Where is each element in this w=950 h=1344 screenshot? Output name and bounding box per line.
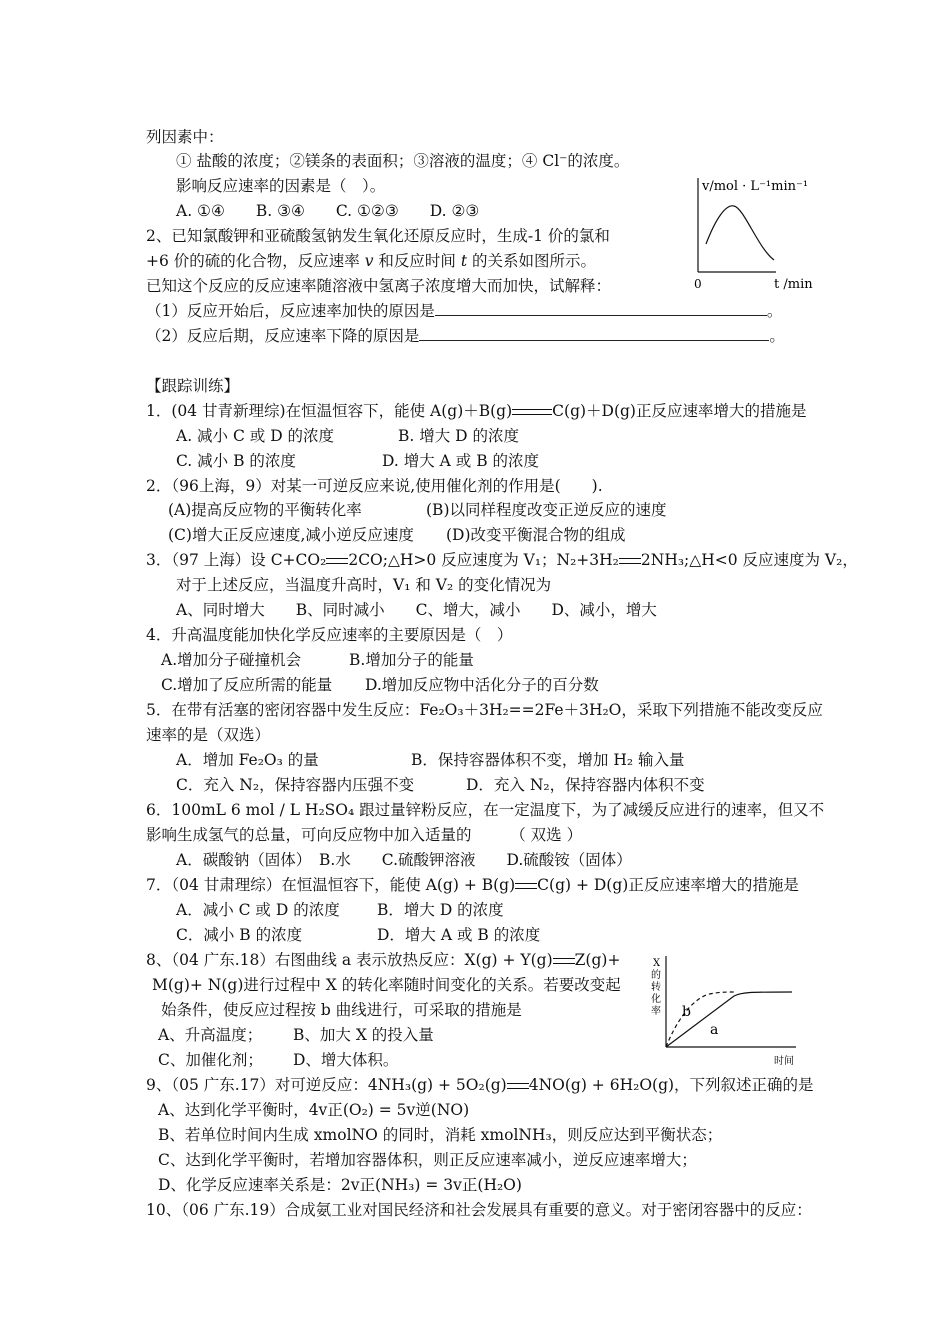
line-6-part-c: 和反应时间 [373, 252, 461, 270]
q5-option-a: A．增加 Fe₂O₃ 的量 [176, 751, 319, 769]
fig1-xlabel: t /min [774, 277, 813, 292]
q9-part-a: 9、（05 广东.17）对可逆反应：4NH₃(g) + 5O₂(g) [146, 1076, 507, 1094]
curve-a-label: a [710, 1022, 719, 1038]
q3-part-b: 2CO;△H>0 反应速度为 V₁；N₂+3H₂ [348, 551, 619, 569]
q4-option-d: D.增加反应物中活化分子的百分数 [365, 676, 599, 694]
q1-stem [146, 401, 806, 421]
equilibrium-arrow-icon [507, 1081, 529, 1091]
line-8 [146, 301, 782, 321]
equilibrium-arrow-icon [619, 556, 641, 566]
fig1-origin: 0 [694, 277, 702, 291]
line-6-part-e: 的关系如图所示。 [467, 252, 597, 270]
line-6 [146, 251, 596, 271]
fig2-ylabel-3: 转 [651, 982, 661, 993]
q9-option-a: A、达到化学平衡时，4v正(O₂) = 5v逆(NO) [158, 1101, 470, 1119]
q4-stem: 4．升高温度能加快化学反应速率的主要原因是（ ） [146, 626, 513, 644]
q7-option-d: D．增大 A 或 B 的浓度 [377, 926, 541, 944]
line-8-text: （1）反应开始后，反应速率加快的原因是 [146, 302, 435, 320]
q5-option-c: C．充入 N₂，保持容器内压强不变 [176, 776, 415, 794]
q2-option-d: (D)改变平衡混合物的组成 [446, 526, 626, 544]
q1-part-b: C(g)＋D(g)正反应速率增大的措施是 [552, 402, 807, 420]
line-6-part-a: +6 价的硫的化合物，反应速率 [146, 252, 365, 270]
q7-option-a: A．减小 C 或 D 的浓度 [176, 901, 340, 919]
q1-part-a: 1．(04 甘青新理综)在恒温恒容下，能使 A(g)＋B(g) [146, 402, 513, 420]
q8-option-b: B、加大 X 的投入量 [293, 1026, 434, 1044]
q10-stem: 10、（06 广东.19）合成氨工业对国民经济和社会发展具有重要的意义。对于密闭容器中的反应： [146, 1201, 812, 1219]
q8-stem [146, 950, 620, 970]
q3-part-c: 2NH₃;△H<0 反应速度为 V₂， [640, 551, 858, 569]
q7-part-a: 7．（04 甘肃理综）在恒温恒容下，能使 A(g) + B(g) [146, 876, 516, 894]
q6-options: A．碳酸钠（固体） B.水 C.硫酸钾溶液 D.硫酸铵（固体） [176, 851, 632, 869]
q8-option-a: A、升高温度； [158, 1026, 263, 1044]
q9-option-d: D、化学反应速率关系是：2v正(NH₃) = 3v正(H₂O) [158, 1176, 522, 1194]
q6-stem-2: 影响生成氢气的总量，可向反应物中加入适量的 （ 双选 ） [146, 826, 583, 844]
line-1: 列因素中： [146, 128, 224, 146]
fig1-ylabel: v/mol · L⁻¹min⁻¹ [702, 179, 809, 194]
q8-part-b: Z(g)+ [574, 951, 621, 969]
q1-option-d: D. 增大 A 或 B 的浓度 [382, 452, 540, 470]
line-7: 已知这个反应的反应速率随溶液中氢离子浓度增大而加快，试解释： [146, 277, 612, 295]
q7-stem [146, 875, 799, 895]
curve-b-label: b [682, 1004, 691, 1020]
q9-option-b: B、若单位时间内生成 xmolNO 的同时，消耗 xmolNH₃，则反应达到平衡状态； [158, 1126, 723, 1144]
q5-stem: 5．在带有活塞的密闭容器中发生反应：Fe₂O₃＋3H₂==2Fe＋3H₂O，采取下列措施不能改变反应 [146, 701, 823, 719]
line-4: A. ①④ B. ③④ C. ①②③ D. ②③ [176, 202, 480, 220]
q9-stem [146, 1075, 814, 1095]
q8-option-d: D、增大体积。 [293, 1051, 399, 1069]
q3-stem [146, 550, 858, 570]
q1-option-b: B. 增大 D 的浓度 [398, 427, 520, 445]
q2-stem: 2．（96上海，9）对某一可逆反应来说,使用催化剂的作用是( ). [146, 477, 603, 495]
fig2-ylabel-2: 的 [651, 970, 661, 981]
q9-option-c: C、达到化学平衡时，若增加容器体积，则正反应速率减小，逆反应速率增大； [158, 1151, 697, 1169]
line-6-t: t [460, 252, 468, 270]
q2-option-c: (C)增大正反应速度,减小逆反应速度 [168, 526, 414, 544]
rate-time-figure [688, 168, 828, 296]
q4-option-c: C.增加了反应所需的能量 [161, 676, 333, 694]
answer-blank-1[interactable] [435, 301, 767, 316]
line-5: 2、已知氯酸钾和亚硫酸氢钠发生氧化还原反应时，生成-1 价的氯和 [146, 227, 610, 245]
equilibrium-arrow-icon [553, 956, 575, 966]
fig2-ylabel-4: 化 [651, 994, 661, 1005]
q3-part-a: 3．（97 上海）设 C+CO₂ [146, 551, 327, 569]
line-3: 影响反应速率的因素是（ ）。 [176, 177, 386, 195]
q2-option-a: (A)提高反应物的平衡转化率 [168, 501, 362, 519]
q7-option-b: B．增大 D 的浓度 [377, 901, 504, 919]
line-9-end: 。 [769, 327, 785, 345]
q8-part-a: 8、（04 广东.18）右图曲线 a 表示放热反应：X(g) + Y(g) [146, 951, 553, 969]
q4-option-b: B.增加分子的能量 [349, 651, 474, 669]
q1-option-c: C. 减小 B 的浓度 [176, 452, 296, 470]
line-9 [146, 326, 785, 346]
line-8-end: 。 [766, 302, 783, 320]
q9-part-b: 4NO(g) + 6H₂O(g)，下列叙述正确的是 [528, 1076, 814, 1094]
q5-option-b: B．保持容器体积不变，增加 H₂ 输入量 [411, 751, 685, 769]
answer-blank-2[interactable] [419, 326, 769, 341]
q8-stem-3: 始条件，使反应过程按 b 曲线进行，可采取的措施是 [161, 1001, 522, 1019]
q3-condition: 对于上述反应，当温度升高时，V₁ 和 V₂ 的变化情况为 [176, 576, 552, 594]
equilibrium-arrow-icon [515, 881, 537, 891]
q7-option-c: C．减小 B 的浓度 [176, 926, 303, 944]
q5-option-d: D．充入 N₂，保持容器内体积不变 [466, 776, 705, 794]
q8-stem-2: M(g)+ N(g)进行过程中 X 的转化率随时间变化的关系。若要改变起 [152, 976, 621, 994]
rate-curve [706, 206, 774, 260]
section-title: 【跟踪训练】 [146, 377, 240, 395]
q1-option-a: A. 减小 C 或 D 的浓度 [176, 427, 335, 445]
fig2-xlabel: 时间 [774, 1056, 794, 1067]
q5-stem-2: 速率的是（双选） [146, 726, 271, 744]
q7-part-b: C(g) + D(g)正反应速率增大的措施是 [537, 876, 799, 894]
equilibrium-arrow-icon [512, 407, 552, 417]
conversion-time-figure [646, 952, 814, 1070]
equilibrium-arrow-icon [326, 556, 348, 566]
fig2-ylabel-1: X [653, 958, 661, 969]
q8-option-c: C、加催化剂； [158, 1051, 263, 1069]
q2-option-b: (B)以同样程度改变正逆反应的速度 [426, 501, 667, 519]
q4-option-a: A.增加分子碰撞机会 [161, 651, 302, 669]
line-9-text: （2）反应后期，反应速率下降的原因是 [146, 327, 420, 345]
q6-stem: 6．100mL 6 mol / L H₂SO₄ 跟过量锌粉反应，在一定温度下，为了减缓反应进行的速率，但又不 [146, 801, 825, 819]
q3-options: A、同时增大 B、同时减小 C、增大，减小 D、减小，增大 [176, 601, 657, 619]
line-2: ① 盐酸的浓度；②镁条的表面积；③溶液的温度；④ Cl⁻的浓度。 [176, 152, 630, 170]
line-6-v: v [364, 252, 374, 270]
fig2-ylabel-5: 率 [651, 1006, 661, 1017]
